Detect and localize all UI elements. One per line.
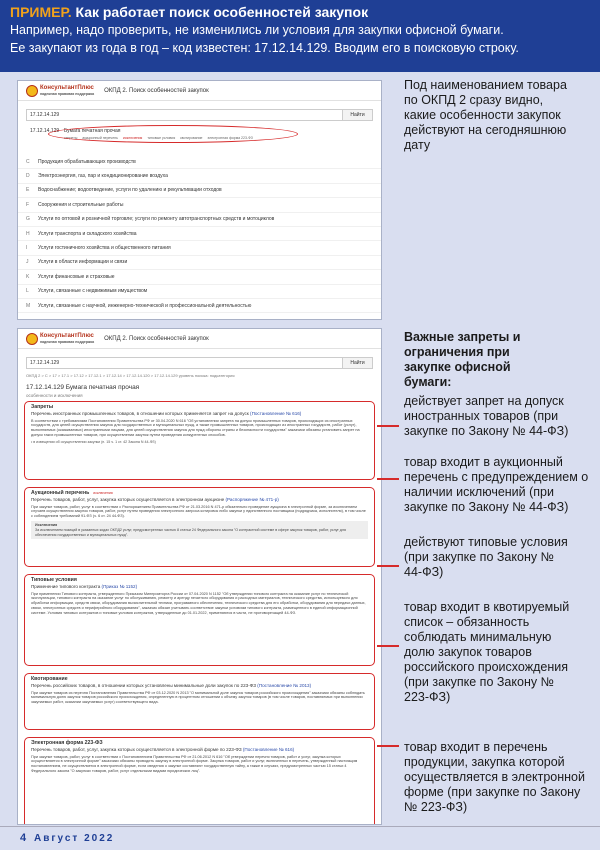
connector-line xyxy=(377,565,399,567)
card-head-text: Перечень иностранных промышленных товаров, в отношении которых применяется запрет на допуск xyxy=(31,410,249,416)
card-head xyxy=(31,684,368,689)
card-head-text: Перечень товаров, работ, услуг, закупка которых осуществляется в электронной форме по 223-ФЗ xyxy=(31,746,242,752)
card-head xyxy=(31,412,368,417)
brand-tagline: надежная правовая поддержка xyxy=(40,91,95,96)
card-auction-list xyxy=(24,487,375,567)
section-name: Сооружения и строительные работы xyxy=(38,201,124,208)
highlight-oval xyxy=(48,125,298,143)
connector-line xyxy=(377,425,399,427)
exceptions-tag[interactable]: исключения xyxy=(93,491,113,495)
section-code: F xyxy=(26,201,30,208)
section-code: H xyxy=(26,230,30,237)
card-body: При закупке товаров, работ, услуг в соответствии с Постановлением Правительства РФ от 21.06.2012 N 616 "Об утверждении перечня товаров, работ и услуг, закупка которых осуществляется в электронной форме" заказчики обязаны проводить закупку в электронной форме. Закупка товаров, работ и услуг, включенных в перечень, утвержденный настоящим постановлением, не осуществляется в электронной форме, если сведения о закупке составляют государственную тайну, а также в случаях, предусмотренных частью 15 статьи 4 Федерального закона "О закупках товаров, работ, услуг отдельными видами юридических лиц". xyxy=(31,754,358,773)
section-code: D xyxy=(26,173,30,180)
chip-exceptions[interactable]: исключения xyxy=(122,136,143,140)
section-name: Услуги в области информации и связи xyxy=(38,259,128,266)
page-header xyxy=(0,0,600,72)
section-code: I xyxy=(26,245,28,252)
brand-tagline: надежная правовая поддержка xyxy=(40,339,95,344)
card-title: Запреты xyxy=(31,404,54,410)
card-title: Квотирование xyxy=(31,676,68,682)
screenshot-product-details xyxy=(17,328,382,825)
section-item[interactable] xyxy=(18,241,381,255)
result-code: 17.12.14.129 xyxy=(30,128,60,134)
logo-icon xyxy=(26,85,38,97)
callout-typical-terms: действуют типовые условия (при закупке по Закону № 44-ФЗ) xyxy=(404,535,568,579)
product-heading: 17.12.14.129 Бумага печатная прочая xyxy=(26,384,140,391)
section-item[interactable] xyxy=(18,227,381,241)
callout-foreign-ban: действует запрет на допуск иностранных товаров (при закупке по Закону № 44-ФЗ) xyxy=(404,394,569,438)
card-title xyxy=(31,491,368,496)
card-link[interactable]: (Распоряжение № 471-р) xyxy=(225,496,279,502)
header-title-prefix: ПРИМЕР. xyxy=(10,4,72,20)
section-item[interactable] xyxy=(18,184,381,198)
brand-logo xyxy=(26,333,94,345)
section-item[interactable] xyxy=(18,213,381,227)
section-name: Услуги финансовые и страховые xyxy=(38,273,115,280)
breadcrumb[interactable]: ОКПД 2 > C > 17 > 17.1 > 17.12 > 17.12.1 > 17.12.14 > 17.12.14.120 > 17.12.14.129 уровень поиска: подкатегория xyxy=(26,373,235,378)
app-topbar xyxy=(18,329,381,349)
search-input[interactable] xyxy=(26,109,343,121)
callout-auction-list: товар входит в аукционный перечень с предупреждением о наличии исключений (при закупке по Закону № 44-ФЗ) xyxy=(404,455,589,514)
chip-quota[interactable]: квотирование xyxy=(180,136,203,140)
card-head xyxy=(31,585,368,590)
card-head-text: Перечень товаров, работ, услуг, закупка которых осуществляется в электронном аукционе xyxy=(31,496,225,502)
section-code: E xyxy=(26,187,30,194)
exceptions-title: Исключения xyxy=(35,522,58,527)
section-name: Услуги гостиничного хозяйства и общественного питания xyxy=(38,245,171,252)
callout-eform: товар входит в перечень продукции, закупка которой осуществляется в электронной форме (при закупке по Закону № 223-ФЗ) xyxy=(404,740,585,814)
section-name: Продукция обрабатывающих производств xyxy=(38,158,136,165)
section-item[interactable] xyxy=(18,198,381,212)
logo-icon xyxy=(26,333,38,345)
card-eform-223 xyxy=(24,737,375,825)
header-title xyxy=(10,3,590,21)
chip-auction[interactable]: аукционный перечень xyxy=(82,136,118,140)
card-title: Электронная форма 223-ФЗ xyxy=(31,740,103,746)
issue-month: Август 2022 xyxy=(34,833,115,844)
callout-quota: товар входит в квотируемый список – обязанность соблюдать минимальную долю закупок товаров российского происхождения (при закупке по Закону № 223-ФЗ) xyxy=(404,600,570,704)
search-input[interactable] xyxy=(26,357,343,369)
card-link[interactable]: (Приказ № 1152) xyxy=(101,583,138,589)
connector-line xyxy=(377,645,399,647)
section-item[interactable] xyxy=(18,256,381,270)
card-typical-terms xyxy=(24,574,375,666)
page-number: 4 xyxy=(20,832,27,844)
section-item[interactable] xyxy=(18,285,381,299)
section-item[interactable] xyxy=(18,270,381,284)
exceptions-box xyxy=(31,521,368,539)
card-head xyxy=(31,498,368,503)
chip-typical[interactable]: типовые условия xyxy=(147,136,176,140)
card-body: При закупке товаров из перечня Постановления Правительства РФ от 03.12.2020 N 2013 "О минимальной доле закупок товаров российского происхождения" заказчики обязаны соблюдать минимальную долю закупок товаров российского происхождения, определенную в процентном отношении к объему закупок товаров (в том числе товаров, поставляемых при выполнении закупаемых работ, оказании закупаемых услуг) соответствующего вида. xyxy=(31,690,365,705)
callout-overview: Под наименованием товара по ОКПД 2 сразу видно, какие особенности закупок действуют на сегодняшнюю дату xyxy=(404,78,567,152)
connector-line xyxy=(377,745,399,747)
card-body: В соответствии с требованиями Постановления Правительства РФ от 30.04.2020 N 616 "Об установлении запрета на допуск промышленных товаров, происходящих из иностранных государств, для целей осуществления закупок для государственных и муниципальных нужд, а также промышленных товаров, происходящих из иностранных государств, работ (услуг), выполняемых (оказываемых) иностранными лицами, для целей осуществления закупок для нужд обороны страны и безопасности государства" заказчики обязаны установить запрет на допуск таких промышленных товаров, при осуществлении закупок путем проведения конкурентных способов. xyxy=(31,418,360,437)
card-note: • в извещении об осуществлении закупки (п. 15 ч. 1 ст. 42 Закона N 44-ФЗ) xyxy=(31,439,156,444)
section-code: L xyxy=(26,288,29,295)
section-code: K xyxy=(26,273,30,280)
card-link[interactable]: (Постановление № 616) xyxy=(242,746,295,752)
header-line-1: Например, надо проверить, не изменились ли условия для закупки офисной бумаги. xyxy=(10,23,504,37)
page-footer xyxy=(0,826,600,850)
section-name: Услуги, связанные с недвижимым имуществом xyxy=(38,288,148,295)
page-title: ОКПД 2. Поиск особенностей закупок xyxy=(104,335,209,342)
card-quota xyxy=(24,673,375,730)
card-title: Типовые условия xyxy=(31,577,77,583)
section-name: Услуги, связанные с научной, инженерно-технической и профессиональной деятельностью xyxy=(38,302,252,309)
app-topbar xyxy=(18,81,381,101)
card-title-text: Аукционный перечень xyxy=(31,490,90,496)
brand-name: КонсультантПлюс xyxy=(40,332,94,339)
screenshot-okpd-search xyxy=(17,80,382,320)
product-subheading: особенности и исключения xyxy=(26,393,83,398)
brand-logo xyxy=(26,85,94,97)
okpd-section-list xyxy=(18,155,381,313)
section-name: Услуги по оптовой и розничной торговле; услуги по ремонту автотранспортных средств и мотоциклов xyxy=(38,216,275,223)
card-body: При закупке товаров, работ, услуг в соответствии с Распоряжением Правительства РФ от 21.03.2016 N 471-р обязательно проведение аукциона в электронной форме, за исключением случаев осуществления закупок товаров, работ, услуг путем проведения электронного запроса котировок либо закупки у единственного поставщика (подрядчика, исполнителя), в том числе с соблюдением требований 91-ФЗ (ч. 6 ст. 24 44-ФЗ). xyxy=(31,504,366,519)
section-item[interactable] xyxy=(18,155,381,169)
section-code: J xyxy=(26,259,29,266)
result-name[interactable]: Бумага печатная прочая xyxy=(64,128,121,134)
header-line-2: Ее закупают из года в год – код известен: 17.12.14.129. Вводим его в поисковую строку. xyxy=(10,41,519,55)
callout-restrictions-heading: Важные запреты и ограничения при закупке офисной бумаги: xyxy=(404,330,521,389)
card-head xyxy=(31,748,368,753)
card-head-text: Перечень российских товаров, в отношении которых установлены минимальные доли закупок по 223-ФЗ xyxy=(31,682,257,688)
section-code: G xyxy=(26,216,30,223)
card-head-text: Применение типового контракта xyxy=(31,583,101,589)
header-title-text: Как работает поиск особенностей закупок xyxy=(75,4,369,20)
connector-line xyxy=(377,478,399,480)
section-item[interactable] xyxy=(18,299,381,313)
section-name: Водоснабжение; водоотведение, услуги по удалению и рекультивации отходов xyxy=(38,187,222,194)
section-item[interactable] xyxy=(18,169,381,183)
section-code: C xyxy=(26,158,30,165)
chip-bans[interactable]: запреты xyxy=(64,136,78,140)
search-button[interactable]: Найти xyxy=(343,109,373,121)
search-button[interactable]: Найти xyxy=(343,357,373,369)
section-name: Электроэнергия, газ, пар и кондиционирование воздуха xyxy=(38,173,168,180)
exceptions-text: За исключением позиций в указанных кодах ОКПД2 услуг, предусмотренных частью 8 статьи 24 Федерального закона "О контрактной системе в сфере закупок товаров, работ, услуг для обеспечения государственных и муниципальных нужд". xyxy=(35,527,346,537)
card-link[interactable]: (Постановление № 616) xyxy=(250,410,302,416)
card-link[interactable]: (Постановление № 2013) xyxy=(257,682,312,688)
section-code: M xyxy=(26,302,31,309)
brand-name: КонсультантПлюс xyxy=(40,84,94,91)
page-title: ОКПД 2. Поиск особенностей закупок xyxy=(104,87,209,94)
card-bans xyxy=(24,401,375,480)
section-name: Услуги транспорта и складского хозяйства xyxy=(38,230,137,237)
chip-eform[interactable]: электронная форма 223-ФЗ xyxy=(207,136,253,140)
card-body: При применении Типового контракта, утвержденного Приказом Минпромторга России от 07.04.2020 N 1152 "Об утверждении типового контракта на оказание услуг по технической эксплуатации, типового контракта на оказание услуг по обслуживанию, ремонту и аренду печатного оборудования и расходных материалов, технического средства, используемого для обработки информации, средств связи, оборудования вычислительной техники, программного обеспечения, технического средства для его обработки, оборудования для передачи данных, связи, электронных средств и периферийного оборудования", заказчик обязан учитывать соответствие закупки условиям типового контракта, размещенного в единой информационной системе. Условия типовых контрактов и типовые условия контрактов, утвержденные до 01.01.2022, применяются в части, не противоречащей 44-ФЗ. xyxy=(31,591,366,615)
